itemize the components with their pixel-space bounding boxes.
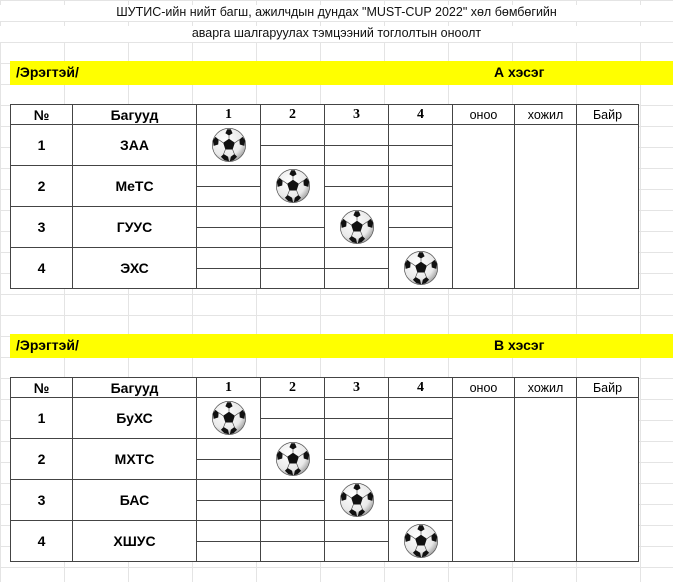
col-number-header: № (11, 378, 73, 398)
table-header-row (11, 105, 639, 125)
diagonal-cell (325, 480, 389, 521)
col-place-header: Байр (577, 105, 639, 125)
group-b-table (10, 377, 639, 562)
score-cell[interactable] (261, 125, 325, 166)
page-subtitle: аварга шалгаруулах тэмцээний тоглолтын оноолт (0, 26, 673, 42)
group-a-category: /Эрэгтэй/ (16, 64, 79, 80)
score-cell[interactable] (197, 480, 261, 521)
diagonal-cell (197, 398, 261, 439)
score-cell[interactable] (325, 125, 389, 166)
score-cell[interactable] (389, 207, 453, 248)
diagonal-cell (261, 439, 325, 480)
score-cell[interactable] (325, 248, 389, 289)
row-number: 1 (11, 125, 73, 166)
wins-cell[interactable] (515, 125, 577, 289)
score-cell[interactable] (261, 398, 325, 439)
group-a-name: А хэсэг (494, 64, 545, 80)
soccer-ball-icon (339, 482, 375, 518)
wins-cell[interactable] (515, 398, 577, 562)
score-cell[interactable] (197, 207, 261, 248)
team-name: ЭХС (73, 248, 197, 289)
diagonal-cell (261, 166, 325, 207)
col-match-4-header: 4 (389, 378, 453, 398)
points-cell[interactable] (453, 398, 515, 562)
score-cell[interactable] (389, 480, 453, 521)
score-cell[interactable] (261, 480, 325, 521)
diagonal-cell (325, 207, 389, 248)
group-b-name: В хэсэг (494, 337, 545, 353)
col-match-4-header: 4 (389, 105, 453, 125)
soccer-ball-icon (211, 127, 247, 163)
soccer-ball-icon (275, 441, 311, 477)
row-number: 3 (11, 480, 73, 521)
row-number: 4 (11, 248, 73, 289)
diagonal-cell (197, 125, 261, 166)
score-cell[interactable] (325, 166, 389, 207)
score-cell[interactable] (325, 521, 389, 562)
soccer-ball-icon (403, 523, 439, 559)
team-name: ГУУС (73, 207, 197, 248)
team-name: БуХС (73, 398, 197, 439)
group-b-banner (10, 334, 673, 358)
soccer-ball-icon (275, 168, 311, 204)
row-number: 2 (11, 439, 73, 480)
col-place-header: Байр (577, 378, 639, 398)
team-name: ХШУС (73, 521, 197, 562)
col-points-header: оноо (453, 105, 515, 125)
row-number: 4 (11, 521, 73, 562)
row-number: 3 (11, 207, 73, 248)
soccer-ball-icon (339, 209, 375, 245)
group-b-category: /Эрэгтэй/ (16, 337, 79, 353)
diagonal-cell (389, 521, 453, 562)
team-name: МеТС (73, 166, 197, 207)
score-cell[interactable] (389, 125, 453, 166)
score-cell[interactable] (197, 248, 261, 289)
score-cell[interactable] (389, 398, 453, 439)
soccer-ball-icon (211, 400, 247, 436)
score-cell[interactable] (389, 166, 453, 207)
group-a-banner (10, 61, 673, 85)
col-number-header: № (11, 105, 73, 125)
col-points-header: оноо (453, 378, 515, 398)
col-match-3-header: 3 (325, 105, 389, 125)
row-number: 1 (11, 398, 73, 439)
row-number: 2 (11, 166, 73, 207)
team-name: МХТС (73, 439, 197, 480)
score-cell[interactable] (197, 439, 261, 480)
col-wins-header: хожил (515, 105, 577, 125)
score-cell[interactable] (197, 521, 261, 562)
score-cell[interactable] (261, 521, 325, 562)
col-match-2-header: 2 (261, 105, 325, 125)
table-header-row (11, 378, 639, 398)
place-cell[interactable] (577, 398, 639, 562)
col-wins-header: хожил (515, 378, 577, 398)
page-title: ШУТИС-ийн нийт багш, ажилчдын дундах "MUST-CUP 2022" хөл бөмбөгийн (0, 5, 673, 21)
col-teams-header: Багууд (73, 105, 197, 125)
col-match-2-header: 2 (261, 378, 325, 398)
score-cell[interactable] (389, 439, 453, 480)
col-match-3-header: 3 (325, 378, 389, 398)
score-cell[interactable] (261, 207, 325, 248)
soccer-ball-icon (403, 250, 439, 286)
place-cell[interactable] (577, 125, 639, 289)
team-name: БАС (73, 480, 197, 521)
col-match-1-header: 1 (197, 105, 261, 125)
score-cell[interactable] (261, 248, 325, 289)
table-row (11, 125, 639, 166)
score-cell[interactable] (325, 398, 389, 439)
points-cell[interactable] (453, 125, 515, 289)
group-a-table (10, 104, 639, 289)
team-name: ЗАА (73, 125, 197, 166)
diagonal-cell (389, 248, 453, 289)
score-cell[interactable] (197, 166, 261, 207)
col-match-1-header: 1 (197, 378, 261, 398)
table-row (11, 398, 639, 439)
score-cell[interactable] (325, 439, 389, 480)
col-teams-header: Багууд (73, 378, 197, 398)
